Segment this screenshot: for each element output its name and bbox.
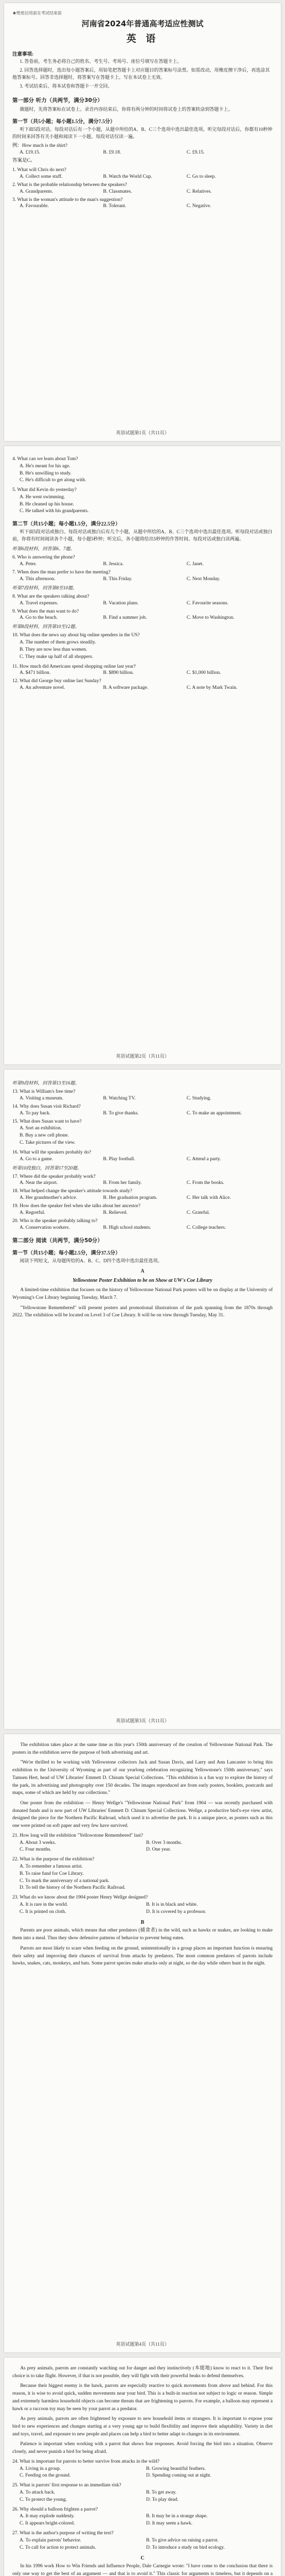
- section-note: 阅读下列短文，从每题所给的A、B、C、D四个选项中选出最佳选项。: [20, 1258, 163, 1263]
- option: B. To give thanks.: [103, 1110, 139, 1116]
- option: C. A note by Mark Twain.: [186, 685, 238, 691]
- option: A. This afternoon.: [20, 576, 56, 582]
- question-options: [20, 494, 273, 515]
- option: B. Over 3 months.: [146, 1840, 182, 1845]
- option: A. Her grandmother's advice.: [20, 1195, 77, 1201]
- passage-paragraph: The exhibition takes place at the same time as this year's 150th anniversary of the creation of Yellowstone National Park. The posters in the exhibition serve the purpose of both advertising and art.: [12, 1742, 273, 1755]
- option: B. He's unwilling to study.: [20, 470, 72, 476]
- notice-item: 1. 答卷前，考生务必将自己的姓名、考生号、考场号、座位号填写在答题卡上。: [20, 59, 182, 64]
- option: A. To remember a famous artist.: [20, 1864, 83, 1870]
- question-options: [20, 1840, 273, 1854]
- question-options: [20, 1225, 273, 1230]
- option: A. Go to a game.: [20, 1156, 53, 1162]
- question-options: [20, 1180, 273, 1185]
- option: A. Near the airport.: [20, 1180, 58, 1186]
- option: C. To mark the anniversary of a national park.: [20, 1878, 110, 1884]
- question-stem: 26. Why should a balloon frighten a parrot?: [12, 2506, 98, 2512]
- passage-label: B: [140, 1920, 145, 1926]
- passage-paragraph: Parrots are most likely to scare when feeding on the ground, unintentionally in a group places an important function is ensuring their safety and improving their chances of survival from attacks by predators. The most common predators of parrots include hawks, snakes, cats, monkeys, and bats. Some parrot species make attacks only at night, so the day while others hunt in the night.: [12, 1945, 273, 1967]
- section-heading: 第二节（共15小题；每小题1.5分，满分22.5分）: [12, 521, 120, 528]
- option: C. To protect the young.: [20, 2497, 67, 2502]
- option: A. Conservation workers.: [20, 1225, 70, 1230]
- question-options: [20, 189, 273, 194]
- exam-page-1: [4, 3, 281, 441]
- question-options: [20, 1902, 273, 1916]
- option: B. High school students.: [103, 1225, 151, 1230]
- option: B. $890 billion.: [103, 670, 134, 676]
- option: C. Her talk with Alice.: [186, 1195, 231, 1201]
- page-footer: 英语试题第1页（共11页）: [116, 430, 169, 435]
- question-stem: 1. What will Chris do next?: [12, 167, 66, 173]
- question-stem: 15. What does Susan want to have?: [12, 1118, 82, 1124]
- option: A. The number of them grows steadily.: [20, 640, 96, 646]
- option: C. Grateful.: [186, 1210, 210, 1215]
- question-stem: 20. Who is the speaker probably talking to?: [12, 1218, 98, 1224]
- option: D. To introduce a study on bird ecology.: [146, 2545, 225, 2550]
- question-stem: 10. What does the news say about big online spenders in the US?: [12, 633, 140, 638]
- page-footer: 英语试题第3页（共11页）: [116, 1718, 169, 1723]
- question-options: [20, 463, 273, 484]
- question-stem: 19. How does the speaker feel when she talks about her ancestor?: [12, 1204, 141, 1209]
- question-stem: 8. What are the speakers talking about?: [12, 594, 90, 599]
- option: C. College teachers.: [186, 1225, 226, 1230]
- option: A. To attack back.: [20, 2490, 56, 2496]
- option: B. £9.18.: [103, 150, 121, 156]
- question-options: [20, 1111, 273, 1116]
- page-footer: 英语试题第4页（共11页）: [116, 2342, 169, 2347]
- option: B. From her family.: [103, 1180, 142, 1186]
- option: A. An adventure novel.: [20, 685, 65, 691]
- question-stem: 21. How long will the exhibition "Yellowstone Remembered" last?: [12, 1833, 144, 1838]
- option: A. About 3 weeks.: [20, 1840, 56, 1845]
- option: A. Peter.: [20, 562, 37, 567]
- option: C. It is printed on cloth.: [20, 1909, 66, 1914]
- option: D. Spending coming out at night.: [146, 2473, 211, 2479]
- section-heading: 第一节（共15小题；每小题2.5分，满分37.5分）: [12, 1250, 120, 1256]
- question-options: [20, 601, 273, 606]
- passage-paragraph: One poster from the exhibition — Henry Wellge's "Yellowstone National Park" from 1904 — was recently purchased with donated funds and is now part of UW Libraries' Emmett D. Chisum Special Collections. Wellge, a productive bird's-eye view artist, designed the piece for the Northern Pacific Railroad, which used it to advertise the park. It is a unique piece, as posters such as this one were printed on soft paper and very few have survived.: [12, 1801, 273, 1829]
- passage-paragraph: Parents are poor animals, which means that other predators (捕食者) in the wild, such as hawks or snakes, are looking to make them into a meal. Thus they show defensive patterns of behavior to prevent being eaten.: [12, 1928, 273, 1941]
- question-options: [20, 2513, 273, 2528]
- option: D. To tell the history of the Northern Pacific Railroad.: [20, 1885, 126, 1891]
- passage-title: Yellowstone Poster Exhibition to be on Show at UW's Coe Library: [73, 1278, 212, 1284]
- option: B. Vacation plans.: [103, 600, 139, 606]
- option: A. Collect some stuff.: [20, 174, 63, 179]
- question-options: [20, 1863, 273, 1892]
- part-heading: 第一部分 听力（共两节，满分30分）: [12, 97, 103, 104]
- option: A. It may explode suddenly.: [20, 2514, 75, 2519]
- option: C. £9.15.: [186, 150, 205, 156]
- notice-item: 2. 回答选择题时，选出每小题答案后，用铅笔把答题卡上对应题目的答案标号涂黑。如需改动，用橡皮擦干净后，再选涂其他答案标号。回答非选择题时，将答案写在答题卡上。写在本试卷上无效。: [12, 67, 270, 80]
- listening-instruction: 听第9段材料，回答第13至16题。: [12, 1080, 80, 1086]
- option: B. Tolerant.: [103, 204, 127, 209]
- option: D. It is covered by a professor.: [146, 1909, 206, 1914]
- passage-paragraph: As prey animals, parrots are often frightened by exposure to new household items or strangers. It is important to expose your bird to new experiences and changes starting at a very young age to build flexibility and improve their adaptability. Variety in diet and toys, travel, and exposure to new people and places can help a bird to better adapt to changes in its environment.: [12, 2416, 273, 2437]
- question-stem: 14. Why does Susan visit Richard?: [12, 1104, 81, 1109]
- question-options: [20, 174, 273, 179]
- listening-instruction: 听第10段独白，回答第17至20题。: [12, 1165, 82, 1171]
- question-stem: 12. What did George buy online last Sunday?: [12, 679, 101, 684]
- question-stem: 9. What does the man want to do?: [12, 608, 79, 614]
- question-stem: 25. What is parrots' first response to an immediate risk?: [12, 2483, 121, 2488]
- notice-item: 3. 考试结束后，将本试卷和答题卡一并交回。: [20, 83, 113, 89]
- option: A. Visiting a museum.: [20, 1095, 64, 1101]
- question-stem: 18. What helped change the speaker's attitude towards study?: [12, 1189, 132, 1194]
- passage-paragraph: As prey animals, parrots are constantly watching out for danger and they instinctively (本能地) know to react to it. Their first choice is to take flight. However, if that is not possible, they will fight with their powerful beaks to defend themselves.: [12, 2366, 273, 2379]
- option: B. Jessica.: [103, 562, 124, 567]
- option: C. It appears bright-colored.: [20, 2521, 75, 2527]
- question-stem: 22. What is the purpose of the exhibition?: [12, 1857, 95, 1862]
- option: C. To make an appointment.: [186, 1110, 242, 1116]
- example-answer: 答案是C。: [12, 158, 35, 164]
- listening-instruction: 听第7段材料，回答第8至10题。: [12, 585, 78, 590]
- option: B. Watching TV.: [103, 1095, 136, 1101]
- option: C. Janet.: [186, 562, 204, 567]
- section-note: 做题时，先将答案标在试卷上。录音内容结束后，你将有两分钟的时间将试卷上的答案转涂到答题卡上。: [20, 106, 233, 112]
- exam-page-3: [4, 1070, 281, 1729]
- option: B. It may be in a strange shape.: [146, 2514, 208, 2519]
- option: A. £19.15.: [20, 150, 41, 156]
- question-options: [20, 1157, 273, 1162]
- question-stem: 17. Where did the speaker probably work?: [12, 1174, 96, 1179]
- passage-paragraph: Patience is important when working with a parrot that shows fear responses. Avoid forcing the bird into a situation. Observe closely, and never punish a bird for being afraid.: [12, 2442, 273, 2455]
- option: C. Attend a party.: [186, 1156, 221, 1162]
- option: C. To call for action to protect animals.: [20, 2545, 96, 2550]
- question-options: [20, 562, 273, 567]
- option: C. He talked with his grandparents.: [20, 509, 89, 514]
- question-options: [20, 1096, 273, 1101]
- option: C. Studying.: [186, 1095, 211, 1101]
- option: B. To get away.: [146, 2490, 176, 2496]
- question-options: [20, 2489, 273, 2504]
- question-stem: 23. What do we know about the 1904 poster Henry Wellge designed?: [12, 1895, 148, 1901]
- question-stem: 6. Who is answering the phone?: [12, 555, 75, 561]
- option: B. This Friday.: [103, 576, 133, 582]
- option: D. To play dead.: [146, 2497, 179, 2502]
- option: B. A software package.: [103, 685, 149, 691]
- example-question: 例：How much is the shirt?: [12, 143, 68, 149]
- question-options: [20, 1125, 273, 1146]
- question-options: [20, 685, 273, 690]
- option: A. It is rare in the world.: [20, 1902, 68, 1907]
- question-stem: 4. What can we learn about Tom?: [12, 456, 78, 462]
- option: A. He's meant for his age.: [20, 463, 70, 469]
- passage-paragraph: In his 1996 work How to Win Friends and Influence People, Dale Carnegie wrote: "I have come to the conclusion that there is only one way to get the best of an argument — and that is to avoid it." This classic for arguments is timeless, but it depends on a: [12, 2564, 273, 2576]
- question-stem: 7. When does the man prefer to have the meeting?: [12, 570, 111, 575]
- option: C. They make up half of all shoppers.: [20, 654, 94, 659]
- question-options: [20, 1210, 273, 1215]
- passage-paragraph: "Yellowstone Remembered" will present posters and promotional illustrations of the park spanning from the 1870s through 2022. The exhibition will be located on Level 3 of Coe Library. It will be on view through Tuesday, May 31.: [12, 1305, 273, 1318]
- option: C. Feeding on the ground.: [20, 2473, 71, 2479]
- question-stem: 27. What is the author's purpose of writing the text?: [12, 2530, 114, 2536]
- exam-title: 河南省2024年普通高考适应性测试: [81, 19, 204, 28]
- listening-instruction: 听第6段材料，回答第6、7题。: [12, 546, 75, 552]
- question-stem: 5. What did Kevin do yesterday?: [12, 487, 77, 493]
- option: B. Classmates.: [103, 189, 132, 194]
- question-options: [20, 639, 273, 660]
- option: A. He went swimming.: [20, 494, 65, 500]
- option: C. Next Monday.: [186, 576, 221, 582]
- option: A. Grandparents.: [20, 189, 54, 194]
- option: A. Sort an exhibition.: [20, 1126, 62, 1131]
- option: A. Go to the beach.: [20, 615, 58, 621]
- option: D. It may seem a hawk.: [146, 2521, 192, 2527]
- option: B. They are now less than women.: [20, 647, 87, 653]
- option: B. He cleaned up his house.: [20, 501, 74, 507]
- question-options: [20, 615, 273, 620]
- passage-paragraph: A limited-time exhibition that focuses on the history of Yellowstone National Park posters will be on display at the University of Wyoming's Coe Library beginning Tuesday, March 7.: [12, 1287, 273, 1301]
- option: B. To raise fund for Coe Library.: [20, 1871, 84, 1876]
- question-options: [20, 577, 273, 582]
- section-heading: 第一节（共5小题；每小题1.5分，满分7.5分）: [12, 119, 115, 125]
- option: C. Negative.: [186, 204, 211, 209]
- option: A. Travel expenses.: [20, 600, 58, 606]
- question-options: [20, 204, 273, 209]
- option: D. One year.: [146, 1847, 171, 1853]
- page-footer: 英语试题第2页（共11页）: [116, 1054, 169, 1059]
- option: C. Take pictures of the view.: [20, 1140, 76, 1145]
- question-stem: 24. What is important for parrots to better survive from attacks in the wild?: [12, 2459, 159, 2464]
- option: A. $471 billion.: [20, 670, 51, 676]
- question-stem: 3. What is the woman's attitude to the man's suggestion?: [12, 197, 123, 202]
- subject-title: 英 语: [126, 33, 159, 44]
- option: C. Four months.: [20, 1847, 51, 1853]
- question-stem: 16. What will the speakers probably do?: [12, 1149, 92, 1155]
- option: C. Move to Washington.: [186, 615, 235, 621]
- passage-label: C: [140, 2555, 145, 2562]
- question-options: [20, 670, 273, 675]
- listening-instruction: 听第8段材料，回答第10至12题。: [12, 624, 80, 630]
- option: B. Growing beautiful feathers.: [146, 2466, 206, 2471]
- part-heading: 第二部分 阅读（共两节，满分50分）: [12, 1237, 103, 1244]
- question-stem: 13. What is William's free time?: [12, 1089, 76, 1094]
- exam-page-5: [4, 2358, 281, 2576]
- option: B. Her graduation program.: [103, 1195, 157, 1201]
- option: B. Buy a new cell phone.: [20, 1133, 69, 1139]
- confidential-mark: ★绝密启用前在考试结束前: [12, 11, 62, 15]
- section-note: 听下面5段对话或独白。每段对话或独白后有几个小题，从题中所给的A、B、C三个选项中选出最佳选项。听每段对话或独白前，你将有时间阅读各个小题，每小题5秒钟；听完后，各小题将给出5秒钟的作答时间。每段对话或独白读两遍。: [12, 529, 273, 541]
- example-options: [20, 150, 273, 155]
- option: B. Relieved.: [103, 1210, 128, 1215]
- option: C. $1,000 billion.: [186, 670, 221, 676]
- option: A. To explain parrots' behavior.: [20, 2537, 81, 2543]
- option: C. Go to sleep.: [186, 174, 216, 179]
- option: C. He's difficult to get along with.: [20, 478, 86, 483]
- option: A. Living in a group.: [20, 2466, 61, 2471]
- question-stem: 2. What is the probable relationship between the speakers?: [12, 182, 127, 188]
- passage-paragraph: "We're thrilled to be working with Yellowstone collectors Jack and Susan Davis, and Larry and Ann Lancaster to bring this exhibition to the University of Wyoming as part of our yearlong celebration recognizing Yellowstone's 150th anniversary," says Tamsen Hert, head of UW Libraries' Emmett D. Chisum Special Collections. "This exhibition is a fun way to explore the history of the park, its advertising and photography over 150 decades. The images reproduced are from early posters, booklets, postcards and maps, some of which are held by our collections.": [12, 1760, 273, 1796]
- notice-heading: 注意事项:: [12, 52, 34, 57]
- question-options: [20, 2466, 273, 2480]
- exam-page-2: [4, 446, 281, 1064]
- question-stem: 11. How much did Americans spend shopping online last year?: [12, 664, 136, 669]
- option: B. Find a summer job.: [103, 615, 147, 621]
- section-note: 听下面5段对话。每段对话后有一个小题，从题中所给的A、B、C三个选项中选出最佳选项。听完每段对话后，你都有10秒钟的时间来回答有关小题和阅读下一小题。每段对话仅读一遍。: [12, 127, 273, 139]
- option: C. Relatives.: [186, 189, 212, 194]
- option: C. Favourite seasons.: [186, 600, 228, 606]
- option: B. Play football.: [103, 1156, 135, 1162]
- option: A. Regretful.: [20, 1210, 45, 1215]
- exam-page-4: [4, 1734, 281, 2352]
- option: A. Favourable.: [20, 204, 49, 209]
- option: B. To give advice on raising a parrot.: [146, 2537, 219, 2543]
- option: B. It is in black and white.: [146, 1902, 198, 1907]
- option: B. Watch the World Cup.: [103, 174, 152, 179]
- option: A. To pay back.: [20, 1110, 51, 1116]
- question-options: [20, 1195, 273, 1200]
- question-options: [20, 2537, 273, 2552]
- passage-paragraph: Because their biggest enemy is the hawk, parrots are especially reactive to quick movements from above and behind. For this reason, it is wise to avoid quick, sudden movements near your bird. This is a built-in reaction not subject to logic or reason. Simple and extremely harmless household objects can become threats that are frightening to parrots. For example, a balloon may represent a hawk or a raccoon toy may be seen by your parrot as a predator.: [12, 2383, 273, 2412]
- option: C. From the books.: [186, 1180, 224, 1186]
- passage-label: A: [140, 1268, 145, 1275]
